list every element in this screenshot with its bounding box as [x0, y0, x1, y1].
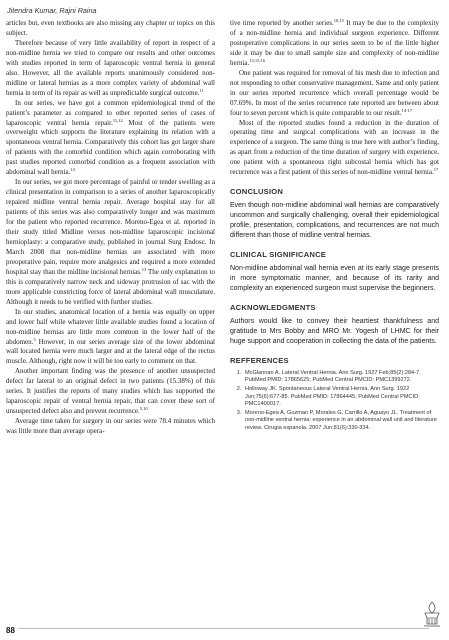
paragraph	[230, 69, 439, 119]
paragraph-text: The only explanation to this is comparatively narrow neck and sideway protrusion of sac with the more applicable constricting force of lateral abdominal wall musculature. Although it needs to be verified with further studies.	[6, 267, 215, 306]
paragraph-text: articles but, even textbooks are also missing any chapter or topics on this subject.	[6, 19, 215, 37]
paragraph-text: In our series, we got more percentage of painful or tender swelling as a clinical presentation in comparison to a series of another laparoscopically repaired midline ventral hernia repair. Average hospital stay for all patients of this series was also comparatively longer and was maximum for the patient who reported recurrence. Moreno-Egea et al. reported in their study titled Midline versus non-midline laparoscopic incisional hernioplasty: a comparative study, published in journal Surg Endosc. In March 2008 that non-midline hernias are associated with more preoperative pain, require more analgesics and required a more extended hospital stay than the midline incisional hernias.	[6, 178, 215, 276]
citation-ref: 13	[141, 266, 147, 272]
section-heading-clinical-significance: CLINICAL SIGNIFICANCE	[230, 250, 327, 260]
section-heading-acknowledgments: ACKNOWLEDGMENTS	[230, 302, 316, 312]
paragraph	[230, 119, 439, 179]
right-column	[230, 19, 439, 434]
citation-ref: 14-17	[401, 107, 413, 113]
paragraph-text: Therefore because of very little availability of report in respect of a non-midline hernia we tried to compare our results and other outcomes with studies reported in term of laparoscopic ventral hernia in general also. However, all the available reports unanimously considered non-midline or lateral hernias as a more complex variety of abdominal wall hernia in term of its repair as well as unpredictable surgical outcome.	[6, 38, 215, 97]
reference-list	[230, 370, 439, 433]
paragraph	[6, 417, 215, 437]
page-number: 88	[6, 626, 15, 635]
paragraph-text: In our studies, anatomical location of a hernia was equally on upper and lower half while whatever little available studies found a location of non-midline hernias are little more common in the lower half of the abdomen.	[6, 307, 215, 346]
reference-item: 1. McGlannan A. Lateral Ventral Hernia. Ann Surg. 1927 Feb;85(2):284-7. PubMed PMID: 17865625; PubMed Central PMCID: PMC1399272.	[243, 370, 439, 385]
paragraph	[230, 19, 439, 69]
footer-rule	[19, 628, 429, 629]
paragraph	[6, 39, 215, 99]
paragraph	[6, 178, 215, 307]
publisher-logo-icon	[420, 600, 444, 630]
conclusion-text: Even though non-midline abdominal wall hernias are comparatively uncommon and surgically challenging, overall their epidemiological profile, presentation, complications, and recurrences are not much different than those of midline ventral hernias.	[230, 202, 439, 240]
citation-ref: 3	[33, 336, 36, 342]
reference-item: 2. Holloway JK. Spontaneous Lateral Ventral Hernia. Ann Surg. 1922 Jun;75(6):677-85. PubMed PMID: 17864445; PubMed Central PMCID: PMC1400017.	[243, 386, 439, 409]
citation-ref: 11	[199, 87, 204, 93]
running-head-authors: Jitendra Kumar, Rajni Raina	[7, 6, 97, 15]
citation-ref: 5,10	[139, 406, 148, 412]
reference-item: 3. Moreno-Egea A, Guzman P, Morales G, Carrillo A, Aguayo JL. Treatment of non-midline ventral hernia: experience in an abdominal wall unit and literature review. Cirugia espanola. 2007 Jun;81(6):330-334.	[243, 410, 439, 433]
citation-ref: 13	[70, 167, 75, 173]
section-heading-references: REFFERENCES	[230, 355, 289, 365]
citation-ref: 10,15	[333, 18, 344, 23]
paragraph-text: In our series, we have got a common epidemiological trend of the patient’s parameter as compared to other reported series of cases of laparoscopic ventral hernia repair.	[6, 98, 215, 127]
paragraph-text: Most of the patients were overweight which supports the literature explaining its relation with a spontaneous ventral hernia. Comparatively this cohort has got larger share of patients with the comorbid condition which again corroborating with past studies reported comorbid condition as a frequent association with abdominal wall hernia.	[6, 118, 216, 177]
citation-ref: 11,12	[112, 117, 123, 123]
citation-ref: 13,15,16	[249, 57, 265, 63]
paragraph-text: Most of the reported studies found a reduction in the duration of operating time and surgical complications with an increase in the experience of a surgeon. The same thing is true here with author’s finding, as apart from a reduction of the time duration of surgery with experience, one patient with a spontaneous right subcostal hernia which has got recurrence was a first patient of this series of non-midline ventral hernia.	[230, 118, 439, 177]
paragraph-text: However, in our series average size of the lower abdominal wall located hernia were much larger and at the lateral edge of the rectus muscle. Although, right now it will be too early to comment on that.	[6, 337, 215, 366]
left-column	[6, 19, 215, 437]
clinical-significance-text: Non-midline abdominal wall hernia even at its early stage presents in more symptomatic manner, and because of its rarity and complexity an experienced surgeon must supervise the beginners.	[230, 265, 439, 292]
citation-ref: 17	[433, 167, 439, 173]
acknowledgments-text: Authors would like to convey their heartiest thankfulness and gratitude to Mrs Bobby and MRO Mr. Yogesh of LHMC for their huge support and cooperation in collecting the data of the patients.	[230, 317, 439, 345]
paragraph	[6, 19, 215, 39]
paragraph-text: tive time reported by another series.	[230, 19, 334, 27]
paragraph-text: Another important finding was the presence of another unsuspected defect far lateral to an original defect in two patients (15.38%) of this series. It justifies the reports of many studies which has supported the laparoscopic repair of ventral hernia repair, that can cover these sort of unsuspected defect also and prevent recurrence.	[6, 367, 215, 416]
paragraph	[6, 367, 215, 417]
paragraph	[6, 99, 215, 179]
paragraph-text: One patient was required for removal of his mesh due to infection and not responding to other conservative management. Same and only patient in our series reported recurrence which overall percentage would be 07.69%. In most of the series recurrence rate reported are between about four to seven percent which is quite comparable to our result.	[230, 68, 439, 117]
paragraph-text: It may be due to the complexity of a non-midline hernia and individual surgeon experience. Different postoperative complications in our series seem to be of the little higher side it may be due to small sample size and complexity of non-midline hernia.	[230, 19, 440, 67]
section-heading-conclusion: CONCLUSION	[230, 187, 284, 197]
paragraph	[6, 308, 215, 368]
paragraph-text: Average time taken for surgery in our series were 78.4 minutes which was little more than average opera-	[6, 417, 215, 436]
